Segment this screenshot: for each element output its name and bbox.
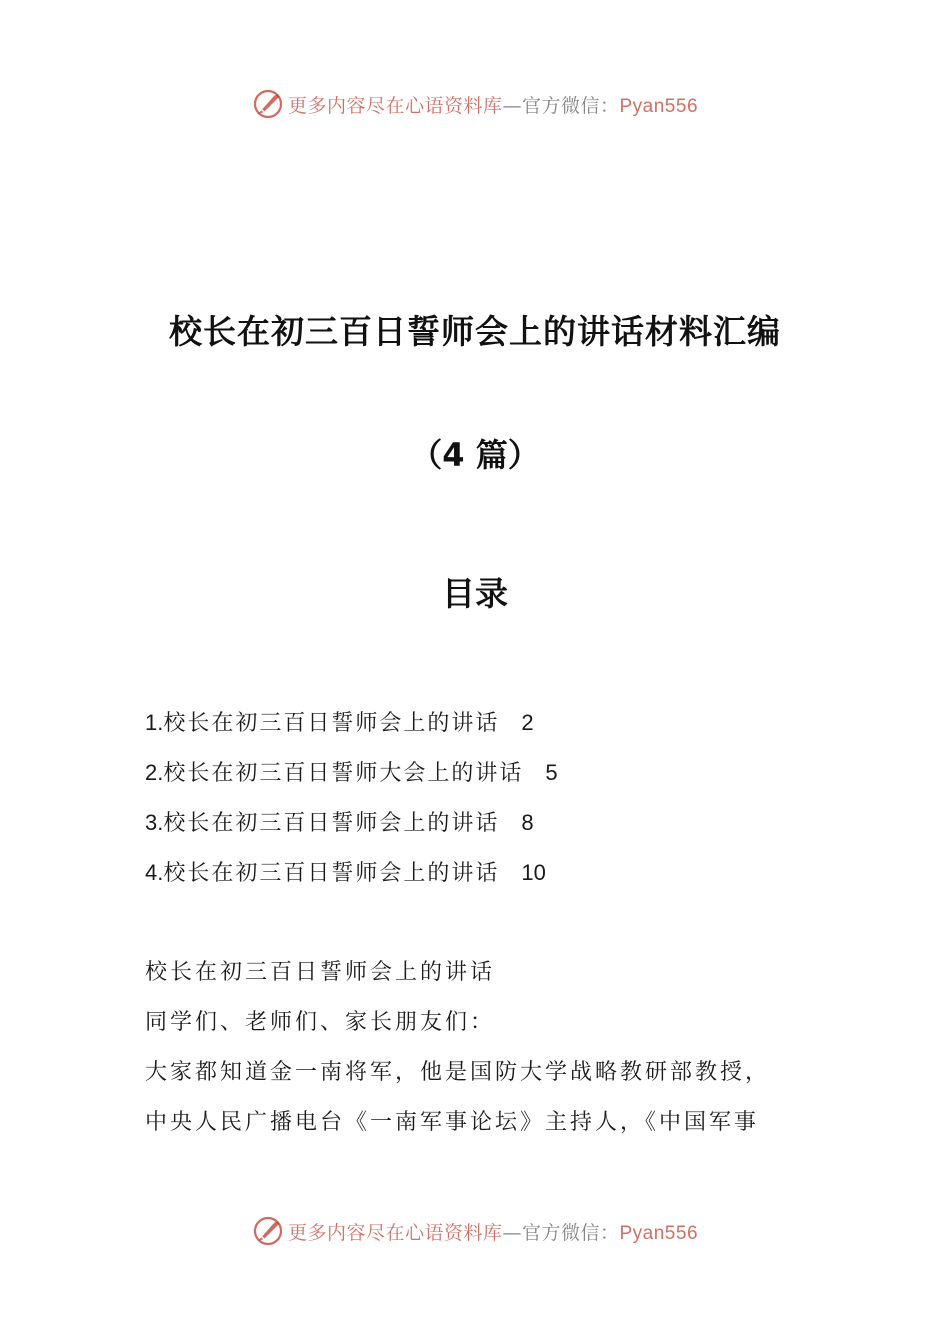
toc-item-page: 2 — [521, 710, 534, 735]
toc-item-title: 校长在初三百日誓师大会上的讲话 — [163, 761, 524, 786]
document-title: 校长在初三百日誓师会上的讲话材料汇编 — [169, 312, 781, 351]
document-subtitle: （4 篇） — [410, 436, 540, 474]
quill-circle-logo-icon — [252, 88, 284, 120]
quill-circle-logo-icon — [252, 1215, 284, 1247]
watermark-wechat-id: Pyan556 — [619, 95, 699, 117]
body-paragraph-line: 校长在初三百日誓师会上的讲话 — [145, 960, 496, 985]
watermark-site-name: 更多内容尽在心语资料库 — [287, 1221, 503, 1244]
toc-item[interactable] — [145, 755, 825, 805]
toc-item-title: 校长在初三百日誓师会上的讲话 — [163, 861, 500, 886]
watermark-separator: — — [502, 94, 522, 117]
toc-item-number: 3. — [145, 810, 164, 835]
watermark-text — [288, 91, 698, 118]
body-paragraph-line: 大家都知道金一南将军，他是国防大学战略教研部教授， — [145, 1060, 771, 1085]
toc-item[interactable] — [145, 705, 825, 755]
toc-item-number: 4. — [145, 860, 164, 885]
body-paragraph-line: 同学们、老师们、家长朋友们： — [145, 1010, 496, 1035]
watermark-text — [288, 1218, 698, 1245]
toc-item[interactable] — [145, 855, 825, 905]
footer-watermark — [0, 1209, 950, 1253]
watermark-wechat-label: 官方微信： — [521, 1221, 620, 1244]
watermark-wechat-id: Pyan556 — [619, 1222, 699, 1244]
body-paragraph-line: 中央人民广播电台《一南军事论坛》主持人，《中国军事 — [145, 1110, 760, 1135]
header-watermark — [0, 82, 950, 126]
table-of-contents — [145, 705, 825, 905]
document-body — [145, 955, 815, 1155]
toc-item[interactable] — [145, 805, 825, 855]
toc-item-title: 校长在初三百日誓师会上的讲话 — [163, 811, 500, 836]
toc-item-page: 10 — [521, 860, 546, 885]
toc-heading: 目录 — [442, 574, 508, 613]
watermark-site-name: 更多内容尽在心语资料库 — [287, 94, 503, 117]
watermark-separator: — — [502, 1221, 522, 1244]
watermark-wechat-label: 官方微信： — [521, 94, 620, 117]
toc-item-number: 2. — [145, 760, 164, 785]
toc-item-page: 8 — [521, 810, 534, 835]
toc-item-title: 校长在初三百日誓师会上的讲话 — [163, 711, 500, 736]
toc-item-page: 5 — [545, 760, 558, 785]
toc-item-number: 1. — [145, 710, 164, 735]
